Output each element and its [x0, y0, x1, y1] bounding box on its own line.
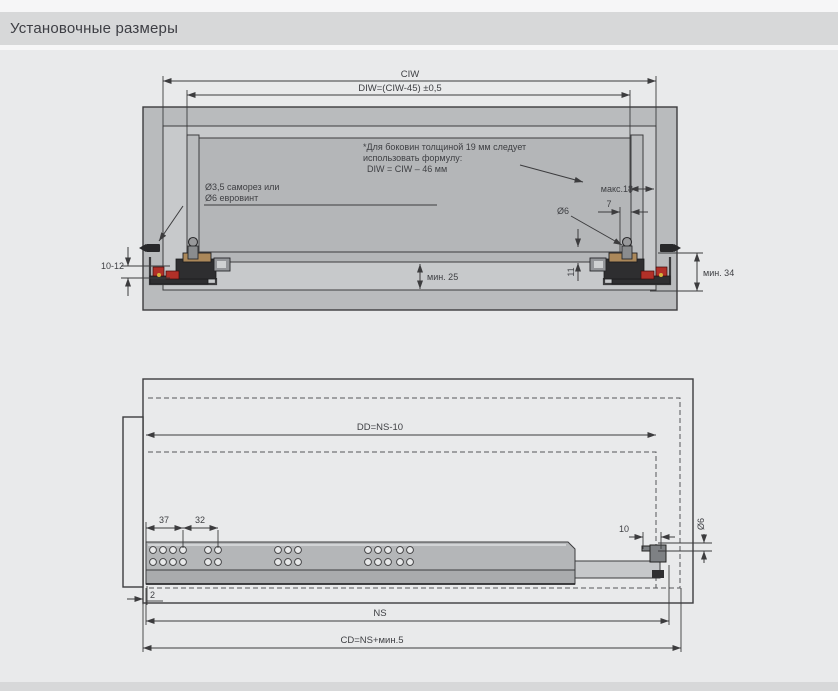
mounting-hole [407, 547, 414, 554]
dim-d6-bottom-label: Ø6 [696, 517, 706, 531]
dim-dd [146, 422, 656, 435]
mounting-hole [205, 559, 212, 566]
dim-2 [127, 586, 163, 605]
dim-cd-label: CD=NS+мин.5 [340, 635, 404, 646]
screw-note-line-1: Ø3,5 саморез или [205, 182, 280, 192]
mounting-hole [160, 559, 167, 566]
dim-dd-label: DD=NS-10 [356, 422, 404, 433]
drawer-bottom-panel [199, 252, 631, 262]
note-line-2: использовать формулу: [363, 153, 463, 163]
connector-face [594, 261, 603, 268]
mounting-hole [385, 547, 392, 554]
dim-32-label: 32 [194, 515, 206, 525]
mounting-hole [180, 559, 187, 566]
euro-screw-body [622, 246, 632, 259]
runner-latch [652, 570, 664, 578]
page-bottom-strip [0, 682, 838, 691]
mounting-hole [375, 559, 382, 566]
note-line-3: DIW = CIW – 46 мм [367, 164, 448, 174]
dim-min25-label: мин. 25 [427, 272, 459, 282]
mounting-hole [275, 559, 282, 566]
front-section-view [101, 69, 734, 310]
section-header [0, 12, 838, 45]
front-panel [123, 417, 143, 587]
hook-bracket [650, 545, 666, 562]
page-title: Установочные размеры [10, 20, 179, 37]
installation-drawing [0, 50, 838, 682]
euro-screw-head [623, 238, 632, 247]
slide-flange [146, 570, 575, 584]
dim-37-label: 37 [158, 515, 170, 525]
page-top-strip [0, 0, 838, 12]
mounting-hole [170, 547, 177, 554]
dim-11-label: 11 [566, 267, 576, 277]
side-view [123, 379, 712, 652]
note-line-1: *Для боковин толщиной 19 мм следует [363, 142, 527, 152]
wall-screw [146, 244, 160, 252]
mounting-hole [150, 547, 157, 554]
mounting-hole [160, 547, 167, 554]
dim-7-label: 7 [606, 199, 612, 209]
mounting-hole [397, 547, 404, 554]
euro-screw-body [188, 246, 198, 259]
mounting-hole [275, 547, 282, 554]
mounting-hole [295, 559, 302, 566]
connector-face [217, 261, 226, 268]
latch-red-rear [641, 271, 654, 279]
mounting-hole [295, 547, 302, 554]
wall-screw [660, 244, 674, 252]
drawer-side-right [631, 135, 643, 272]
mounting-hole [375, 547, 382, 554]
slide-rail [146, 542, 666, 584]
mounting-hole [205, 547, 212, 554]
mounting-hole [385, 559, 392, 566]
mounting-hole [285, 547, 292, 554]
dim-10-12-label: 10-12 [100, 261, 124, 271]
mounting-hole [397, 559, 404, 566]
slide-body [146, 542, 575, 570]
dim-10 [619, 524, 675, 549]
dim-max18-label: макс.18 [600, 184, 633, 194]
mounting-hole [170, 559, 177, 566]
dim-ns-label: NS [373, 608, 387, 619]
mounting-hole [407, 559, 414, 566]
mounting-hole [365, 547, 372, 554]
runner-extension [575, 561, 660, 578]
mounting-hole [150, 559, 157, 566]
dim-min34-label: мин. 34 [703, 268, 735, 278]
dim-d6-label: Ø6 [556, 206, 569, 216]
latch-pin [157, 273, 161, 277]
latch-pin [659, 273, 663, 277]
mounting-hole [285, 559, 292, 566]
mounting-hole [365, 559, 372, 566]
dim-10-label: 10 [618, 524, 630, 534]
mounting-hole [215, 559, 222, 566]
dim-diw-label: DIW=(CIW-45) ±0,5 [358, 83, 442, 94]
screw-note-line-2: Ø6 евровинт [205, 193, 259, 203]
dim-2-label: 2 [150, 590, 156, 600]
dim-ciw-label: CIW [400, 69, 420, 80]
euro-screw-head [189, 238, 198, 247]
dim-cd [143, 588, 681, 652]
